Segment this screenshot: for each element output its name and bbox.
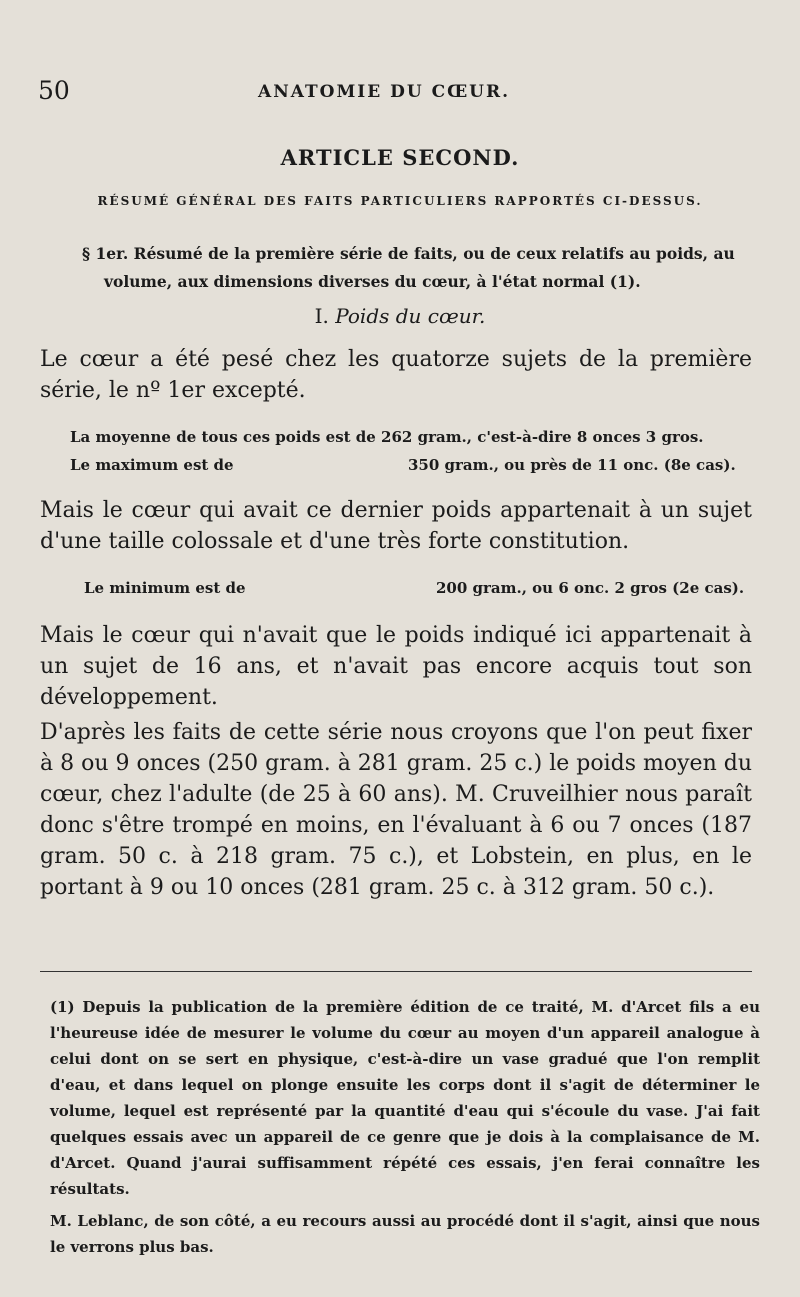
section-heading: § 1er. Résumé de la première série de faits, ou de ceux relatifs au poids, au volume, aux dimensions diverses du cœur, à l'état normal (1). [82,244,735,291]
running-head [38,76,758,110]
running-title: ANATOMIE DU CŒUR. [258,82,511,102]
article-title: ARTICLE SECOND. [280,145,520,170]
subsection-title: Poids du cœur. [335,304,486,328]
subsection-heading [0,304,800,328]
minimum-value: 200 gram., ou 6 onc. 2 gros (2e cas). [436,579,745,597]
paragraph-4: D'après les faits de cette série nous croyons que l'on peut fixer à 8 ou 9 onces (250 gram. à 281 gram. 25 c.) le poids moyen du cœur, chez l'adulte (de 25 à 60 ans). M. Cruveilhier nous paraît donc s'être trompé en moins, en l'évaluant à 6 ou 7 onces (187 gram. 50 c. à 218 gram. 75 c.), et Lobstein, en plus, en le portant à 9 ou 10 onces (281 gram. 25 c. à 312 gram. 50 c.). [40,720,752,900]
moyenne-line: La moyenne de tous ces poids est de 262 gram., c'est-à-dire 8 onces 3 gros. [70,428,704,446]
summary-title: RÉSUMÉ GÉNÉRAL DES FAITS PARTICULIERS RAPPORTÉS CI-DESSUS. [97,194,703,208]
maximum-value: 350 gram., ou près de 11 onc. (8e cas). [408,456,736,474]
paragraph-1: Le cœur a été pesé chez les quatorze sujets de la première série, le nº 1er excepté. [40,347,752,403]
footnote-1: (1) Depuis la publication de la première édition de ce traité, M. d'Arcet fils a eu l'heureuse idée de mesurer le volume du cœur au moyen d'un appareil analogue à celui dont on se sert en physique, c'est-à-dire un vase gradué que l'on remplit d'eau, et dans lequel on plonge ensuite les corps dont il s'agit de déterminer le volume, lequel est représenté par la quantité d'eau qui s'écoule du vase. J'ai fait quelques essais avec un appareil de ce genre que je dois à la complaisance de M. d'Arcet. Quand j'aurai suffisamment répété ces essais, j'en ferai connaître les résultats. [50,998,760,1198]
paragraph-3: Mais le cœur qui n'avait que le poids indiqué ici appartenait à un sujet de 16 ans, et n'avait pas encore acquis tout son développement. [40,623,752,710]
footnote-divider [40,971,752,972]
footnote-2: M. Leblanc, de son côté, a eu recours aussi au procédé dont il s'agit, ainsi que nous le verrons plus bas. [50,1212,760,1256]
paragraph-2: Mais le cœur qui avait ce dernier poids appartenait à un sujet d'une taille colossale et d'une très forte constitution. [40,498,752,554]
maximum-label: Le maximum est de [70,456,234,474]
subsection-number: I. [314,304,329,328]
minimum-label: Le minimum est de [84,579,246,597]
page-number: 50 [38,76,70,105]
